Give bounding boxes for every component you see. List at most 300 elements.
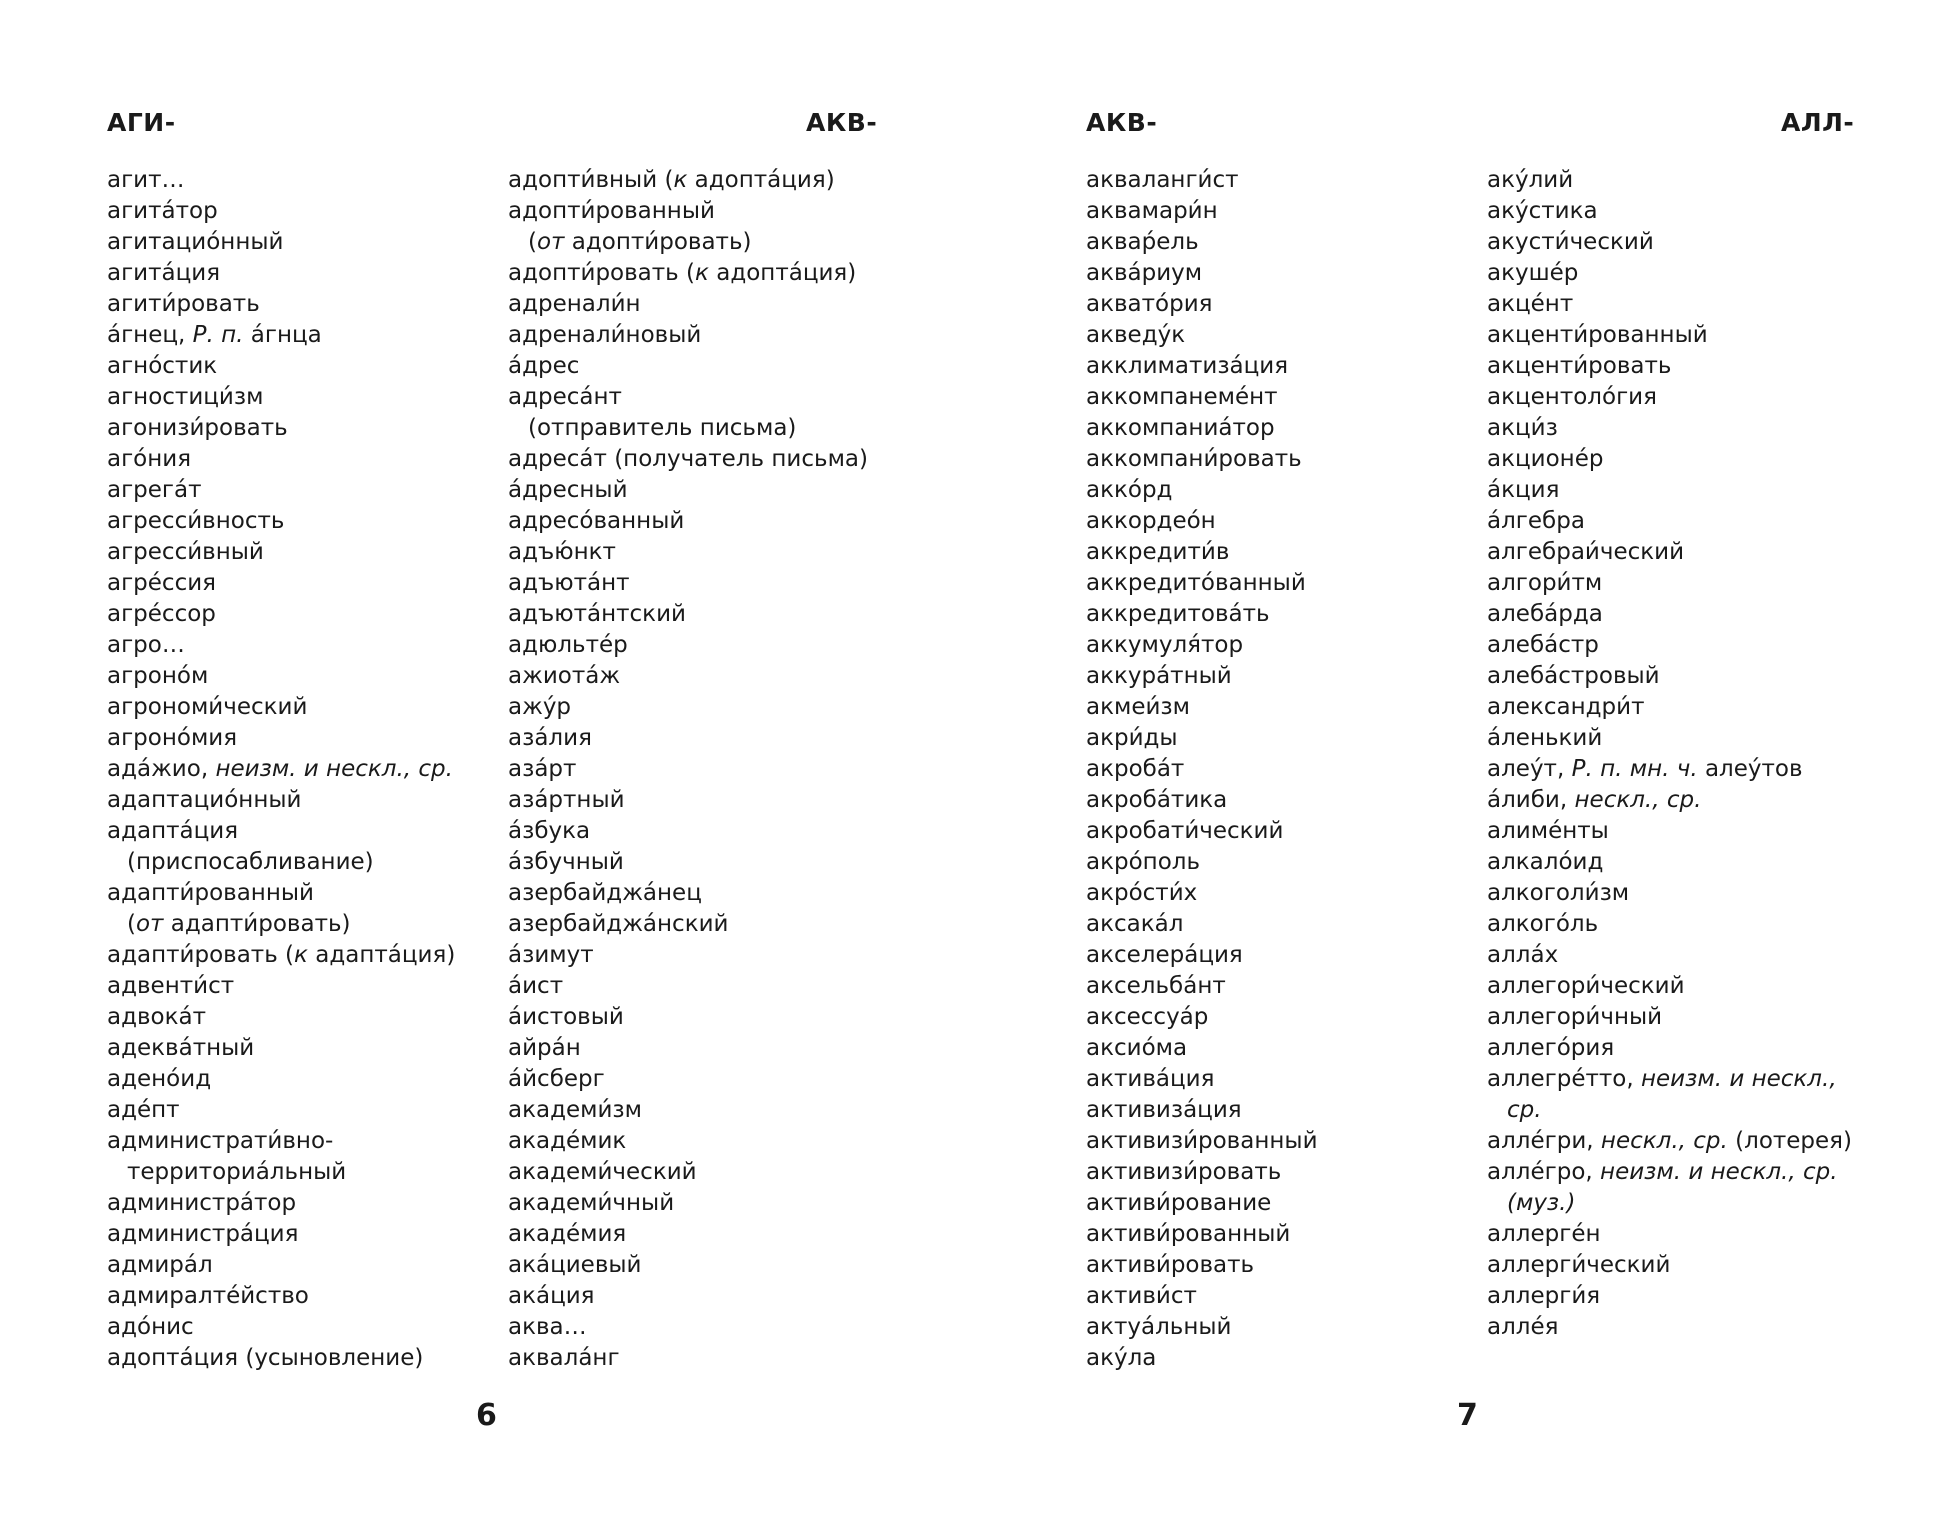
entry-text: академи́ческий xyxy=(508,1159,697,1185)
entry-text: адвока́т xyxy=(107,1004,207,1030)
dictionary-entry xyxy=(1487,940,1852,971)
entry-text: акусти́ческий xyxy=(1487,229,1654,255)
entry-text: аккредитова́ть xyxy=(1086,601,1270,627)
dictionary-entry xyxy=(508,382,868,413)
dictionary-entry xyxy=(107,475,455,506)
entry-text: ажу́р xyxy=(508,694,572,720)
dictionary-entry xyxy=(1086,1188,1318,1219)
page-number: 6 xyxy=(476,1398,497,1433)
dictionary-entry xyxy=(107,599,455,630)
dictionary-entry xyxy=(508,258,868,289)
entry-text: алкоголи́зм xyxy=(1487,880,1630,906)
dictionary-entry xyxy=(1487,1157,1852,1188)
dictionary-entry xyxy=(1086,1033,1318,1064)
dictionary-entry xyxy=(1487,723,1852,754)
dictionary-entry xyxy=(1487,1219,1852,1250)
dictionary-entry xyxy=(508,878,868,909)
dictionary-entry xyxy=(107,444,455,475)
entry-text: активизи́ровать xyxy=(1086,1159,1282,1185)
grammar-note: неизм. и нескл., ср. xyxy=(215,756,453,782)
dictionary-entry xyxy=(508,599,868,630)
dictionary-entry xyxy=(107,289,455,320)
entry-text: территориа́льный xyxy=(127,1159,347,1185)
dictionary-entry xyxy=(1487,382,1852,413)
entry-text: алкало́ид xyxy=(1487,849,1604,875)
dictionary-entry xyxy=(1487,1033,1852,1064)
dictionary-entry xyxy=(107,1064,455,1095)
running-head-right: АКВ- xyxy=(806,108,878,137)
entry-text: акуше́р xyxy=(1487,260,1579,286)
entry-text: аккомпаниа́тор xyxy=(1086,415,1275,441)
dictionary-entry xyxy=(107,1126,455,1157)
dictionary-entry xyxy=(508,940,868,971)
dictionary-entry xyxy=(1487,878,1852,909)
dictionary-entry xyxy=(508,1064,868,1095)
entry-text: адопти́рованный xyxy=(508,198,715,224)
entry-text: агитацио́нный xyxy=(107,229,284,255)
dictionary-entry xyxy=(508,1157,868,1188)
entry-text: а́йсберг xyxy=(508,1066,605,1092)
entry-text: акце́нт xyxy=(1487,291,1574,317)
entry-text: а́истовый xyxy=(508,1004,624,1030)
entry-text: адъю́нкт xyxy=(508,539,616,565)
running-head-left: АГИ- xyxy=(107,108,176,137)
entry-text: аккордео́н xyxy=(1086,508,1216,534)
entry-text: аллегори́чный xyxy=(1487,1004,1663,1030)
entry-text: адюльте́р xyxy=(508,632,628,658)
dictionary-entry xyxy=(1086,1095,1318,1126)
entry-text: аллегори́ческий xyxy=(1487,973,1685,999)
running-head-left: АКВ- xyxy=(1086,108,1158,137)
dictionary-entry xyxy=(1487,847,1852,878)
entry-column xyxy=(1086,165,1318,1374)
dictionary-entry xyxy=(107,1188,455,1219)
dictionary-entry xyxy=(508,971,868,1002)
dictionary-entry xyxy=(508,661,868,692)
entry-text: алле́я xyxy=(1487,1314,1559,1340)
entry-text: академи́зм xyxy=(508,1097,643,1123)
entry-text: агита́ция xyxy=(107,260,221,286)
dictionary-entry xyxy=(107,537,455,568)
dictionary-entry xyxy=(107,413,455,444)
entry-text: активиза́ция xyxy=(1086,1097,1242,1123)
entry-text: алгебраи́ческий xyxy=(1487,539,1685,565)
dictionary-entry xyxy=(1487,413,1852,444)
entry-text: адопти́ровать ( xyxy=(508,260,696,286)
dictionary-entry xyxy=(1086,537,1318,568)
entry-text: аккумуля́тор xyxy=(1086,632,1244,658)
dictionary-entry xyxy=(508,289,868,320)
dictionary-entry xyxy=(107,1219,455,1250)
entry-text: аллерги́я xyxy=(1487,1283,1601,1309)
entry-text: агит… xyxy=(107,167,185,193)
entry-text: аллего́рия xyxy=(1487,1035,1615,1061)
dictionary-entry xyxy=(107,1343,455,1374)
entry-text: аку́стика xyxy=(1487,198,1598,224)
dictionary-entry xyxy=(1086,1126,1318,1157)
entry-text: (отправитель письма) xyxy=(528,415,797,441)
dictionary-entry xyxy=(1086,971,1318,1002)
dictionary-entry xyxy=(508,1343,868,1374)
entry-text: ада́жио, xyxy=(107,756,216,782)
dictionary-entry xyxy=(508,1312,868,1343)
page-number: 7 xyxy=(1457,1398,1478,1433)
entry-text: ( xyxy=(528,229,537,255)
entry-text: а́дресный xyxy=(508,477,628,503)
entry-continuation xyxy=(508,413,868,444)
dictionary-entry xyxy=(1487,661,1852,692)
dictionary-entry xyxy=(508,847,868,878)
dictionary-entry xyxy=(508,475,868,506)
dictionary-entry xyxy=(1086,258,1318,289)
dictionary-entry xyxy=(1086,1281,1318,1312)
dictionary-entry xyxy=(107,165,455,196)
entry-text: адъюта́нтский xyxy=(508,601,686,627)
dictionary-entry xyxy=(508,196,868,227)
dictionary-entry xyxy=(1086,661,1318,692)
entry-text: адреса́т (получатель письма) xyxy=(508,446,868,472)
entry-continuation xyxy=(1487,1095,1852,1126)
entry-text: аквамари́н xyxy=(1086,198,1218,224)
dictionary-entry xyxy=(1487,165,1852,196)
entry-text: акро́поль xyxy=(1086,849,1201,875)
dictionary-entry xyxy=(508,320,868,351)
entry-text: адеква́тный xyxy=(107,1035,255,1061)
entry-text: а́дрес xyxy=(508,353,580,379)
dictionary-entry xyxy=(1086,382,1318,413)
entry-text: ( xyxy=(127,911,136,937)
dictionary-entry xyxy=(1487,630,1852,661)
entry-text: аксио́ма xyxy=(1086,1035,1188,1061)
dictionary-entry xyxy=(107,723,455,754)
entry-text: адапти́ровать) xyxy=(163,911,351,937)
entry-text: аквала́нг xyxy=(508,1345,620,1371)
dictionary-entry xyxy=(107,258,455,289)
entry-text: адапта́ция xyxy=(107,818,239,844)
entry-text: академи́чный xyxy=(508,1190,675,1216)
entry-text: аде́пт xyxy=(107,1097,180,1123)
entry-text: агресси́вный xyxy=(107,539,264,565)
entry-text: акробати́ческий xyxy=(1086,818,1284,844)
entry-text: адренали́новый xyxy=(508,322,702,348)
entry-text: агресси́вность xyxy=(107,508,285,534)
dictionary-entry xyxy=(1086,847,1318,878)
entry-text: адапта́ция) xyxy=(307,942,456,968)
dictionary-entry xyxy=(1487,289,1852,320)
dictionary-entry xyxy=(107,320,455,351)
entry-text: а́збучный xyxy=(508,849,624,875)
entry-text: аккура́тный xyxy=(1086,663,1232,689)
entry-text: аква́риум xyxy=(1086,260,1203,286)
entry-text: адаптацио́нный xyxy=(107,787,302,813)
entry-continuation xyxy=(107,1157,455,1188)
dictionary-entry xyxy=(508,816,868,847)
entry-text: азербайджа́нский xyxy=(508,911,729,937)
entry-text: аквар́ель xyxy=(1086,229,1199,255)
dictionary-entry xyxy=(508,909,868,940)
entry-text: аккомпанеме́нт xyxy=(1086,384,1278,410)
entry-continuation xyxy=(107,909,455,940)
entry-text: адвенти́ст xyxy=(107,973,235,999)
grammar-note: нескл., ср. xyxy=(1600,1128,1728,1154)
dictionary-entry xyxy=(508,506,868,537)
dictionary-entry xyxy=(107,754,455,785)
entry-text: агностици́зм xyxy=(107,384,264,410)
dictionary-entry xyxy=(1086,1002,1318,1033)
entry-text: а́гнец, xyxy=(107,322,193,348)
entry-text: а́ленький xyxy=(1487,725,1603,751)
entry-text: агрономи́ческий xyxy=(107,694,308,720)
entry-text: активизи́рованный xyxy=(1086,1128,1318,1154)
entry-text: адопти́ровать) xyxy=(564,229,752,255)
dictionary-entry xyxy=(1086,227,1318,258)
entry-text: аллерги́ческий xyxy=(1487,1252,1671,1278)
entry-text: акведу́к xyxy=(1086,322,1186,348)
dictionary-entry xyxy=(1487,351,1852,382)
entry-text: агре́ссор xyxy=(107,601,216,627)
entry-continuation xyxy=(107,847,455,878)
entry-text: акаде́мик xyxy=(508,1128,627,1154)
dictionary-entry xyxy=(1086,351,1318,382)
entry-text: аккредити́в xyxy=(1086,539,1230,565)
dictionary-entry xyxy=(508,785,868,816)
entry-text: алеба́рда xyxy=(1487,601,1603,627)
dictionary-entry xyxy=(1487,444,1852,475)
dictionary-entry xyxy=(1487,909,1852,940)
dictionary-entry xyxy=(1487,599,1852,630)
entry-text: администра́ция xyxy=(107,1221,299,1247)
grammar-note: от xyxy=(536,229,565,255)
dictionary-entry xyxy=(107,940,455,971)
dictionary-entry xyxy=(1086,1064,1318,1095)
dictionary-entry xyxy=(107,1033,455,1064)
entry-text: акклиматиза́ция xyxy=(1086,353,1289,379)
entry-text: акци́з xyxy=(1487,415,1558,441)
dictionary-entry xyxy=(107,1312,455,1343)
entry-text: алгори́тм xyxy=(1487,570,1603,596)
dictionary-entry xyxy=(1086,320,1318,351)
entry-text: алеба́стровый xyxy=(1487,663,1660,689)
grammar-note: к xyxy=(294,942,308,968)
entry-text: администрати́вно- xyxy=(107,1128,334,1154)
entry-text: акроба́тика xyxy=(1086,787,1228,813)
dictionary-entry xyxy=(107,351,455,382)
dictionary-entry xyxy=(1086,630,1318,661)
entry-text: алле́гри, xyxy=(1487,1128,1601,1154)
entry-text: активи́ст xyxy=(1086,1283,1197,1309)
entry-text: агроно́м xyxy=(107,663,209,689)
entry-text: актуа́льный xyxy=(1086,1314,1232,1340)
grammar-note: от xyxy=(135,911,164,937)
entry-text: адмира́л xyxy=(107,1252,213,1278)
dictionary-entry xyxy=(1487,1064,1852,1095)
entry-text: акваланги́ст xyxy=(1086,167,1239,193)
entry-text: акко́рд xyxy=(1086,477,1173,503)
dictionary-entry xyxy=(508,537,868,568)
dictionary-entry xyxy=(508,1002,868,1033)
entry-text: азербайджа́нец xyxy=(508,880,702,906)
dictionary-entry xyxy=(1086,1343,1318,1374)
entry-text: а́гнца xyxy=(243,322,322,348)
dictionary-entry xyxy=(508,630,868,661)
entry-column xyxy=(508,165,868,1374)
entry-text: ака́циевый xyxy=(508,1252,642,1278)
entry-text: акмеи́зм xyxy=(1086,694,1191,720)
entry-text: алеу́тов xyxy=(1697,756,1803,782)
dictionary-entry xyxy=(508,1033,868,1064)
entry-text: а́збука xyxy=(508,818,591,844)
dictionary-entry xyxy=(1086,599,1318,630)
dictionary-entry xyxy=(107,692,455,723)
entry-text: активи́рование xyxy=(1086,1190,1272,1216)
dictionary-entry xyxy=(1487,692,1852,723)
entry-text: адресо́ванный xyxy=(508,508,685,534)
entry-continuation xyxy=(508,227,868,258)
dictionary-entry xyxy=(1086,568,1318,599)
grammar-note: к xyxy=(695,260,709,286)
dictionary-entry xyxy=(1086,754,1318,785)
entry-text: адопта́ция) xyxy=(687,167,835,193)
entry-text: акаде́мия xyxy=(508,1221,627,1247)
dictionary-entry xyxy=(508,1281,868,1312)
entry-text: акри́ды xyxy=(1086,725,1178,751)
entry-text: аккредито́ванный xyxy=(1086,570,1306,596)
entry-text: акценти́ровать xyxy=(1487,353,1672,379)
entry-text: аку́ла xyxy=(1086,1345,1157,1371)
dictionary-entry xyxy=(1086,940,1318,971)
entry-text: адапти́ровать ( xyxy=(107,942,295,968)
entry-text: аза́лия xyxy=(508,725,592,751)
entry-text: акроба́т xyxy=(1086,756,1185,782)
dictionary-entry xyxy=(1487,537,1852,568)
dictionary-entry xyxy=(1487,1250,1852,1281)
dictionary-entry xyxy=(107,1002,455,1033)
right-page xyxy=(973,0,1946,1520)
entry-text: аква… xyxy=(508,1314,587,1340)
dictionary-entry xyxy=(1487,816,1852,847)
dictionary-entry xyxy=(1086,475,1318,506)
entry-text: агре́ссия xyxy=(107,570,217,596)
grammar-note: нескл., ср. xyxy=(1574,787,1702,813)
entry-text: алкого́ль xyxy=(1487,911,1599,937)
dictionary-entry xyxy=(107,1281,455,1312)
entry-text: айра́н xyxy=(508,1035,581,1061)
dictionary-entry xyxy=(107,227,455,258)
entry-text: ака́ция xyxy=(508,1283,595,1309)
entry-text: алеба́стр xyxy=(1487,632,1599,658)
dictionary-entry xyxy=(1086,878,1318,909)
dictionary-entry xyxy=(508,692,868,723)
entry-text: александри́т xyxy=(1487,694,1645,720)
entry-text: акселера́ция xyxy=(1086,942,1243,968)
entry-text: а́зимут xyxy=(508,942,594,968)
dictionary-entry xyxy=(107,971,455,1002)
dictionary-entry xyxy=(508,1219,868,1250)
dictionary-entry xyxy=(1487,785,1852,816)
dictionary-entry xyxy=(1086,413,1318,444)
entry-text: адмиралте́йство xyxy=(107,1283,309,1309)
entry-text: активи́рованный xyxy=(1086,1221,1291,1247)
dictionary-entry xyxy=(1086,1250,1318,1281)
dictionary-entry xyxy=(508,568,868,599)
entry-text: акционе́р xyxy=(1487,446,1604,472)
dictionary-entry xyxy=(1487,971,1852,1002)
entry-text: аза́ртный xyxy=(508,787,625,813)
dictionary-entry xyxy=(1086,1157,1318,1188)
entry-text: акцентоло́гия xyxy=(1487,384,1657,410)
dictionary-entry xyxy=(1086,444,1318,475)
dictionary-entry xyxy=(1487,1126,1852,1157)
grammar-note: к xyxy=(673,167,688,193)
dictionary-entry xyxy=(1086,816,1318,847)
entry-text: алеу́т, xyxy=(1487,756,1572,782)
dictionary-entry xyxy=(1487,1312,1852,1343)
dictionary-entry xyxy=(107,878,455,909)
dictionary-entry xyxy=(107,382,455,413)
dictionary-entry xyxy=(107,506,455,537)
entry-text: аллегре́тто, xyxy=(1487,1066,1641,1092)
entry-text: агити́ровать xyxy=(107,291,260,317)
dictionary-entry xyxy=(1487,258,1852,289)
dictionary-entry xyxy=(107,630,455,661)
entry-text: акценти́рованный xyxy=(1487,322,1708,348)
entry-text: адреса́нт xyxy=(508,384,622,410)
dictionary-entry xyxy=(107,568,455,599)
entry-text: аку́лий xyxy=(1487,167,1574,193)
entry-text: адопта́ция) xyxy=(708,260,857,286)
entry-text: аксельба́нт xyxy=(1086,973,1226,999)
running-head-right: АЛЛ- xyxy=(1781,108,1855,137)
entry-text: алла́х xyxy=(1487,942,1559,968)
dictionary-entry xyxy=(107,816,455,847)
entry-text: а́ист xyxy=(508,973,564,999)
grammar-note: ср. xyxy=(1507,1097,1542,1123)
entry-text: агроно́мия xyxy=(107,725,238,751)
entry-text: агно́стик xyxy=(107,353,218,379)
dictionary-entry xyxy=(1487,1281,1852,1312)
entry-text: адопта́ция (усыновление) xyxy=(107,1345,424,1371)
entry-text: аквато́рия xyxy=(1086,291,1213,317)
dictionary-entry xyxy=(508,351,868,382)
dictionary-entry xyxy=(508,444,868,475)
dictionary-entry xyxy=(1487,320,1852,351)
dictionary-entry xyxy=(508,1188,868,1219)
entry-text: адопти́вный ( xyxy=(508,167,674,193)
dictionary-entry xyxy=(1086,692,1318,723)
dictionary-entry xyxy=(508,1250,868,1281)
entry-text: администра́тор xyxy=(107,1190,297,1216)
dictionary-entry xyxy=(508,165,868,196)
entry-column xyxy=(1487,165,1852,1343)
grammar-note: (муз.) xyxy=(1507,1190,1576,1216)
entry-text: аккомпани́ровать xyxy=(1086,446,1302,472)
dictionary-entry xyxy=(508,754,868,785)
dictionary-entry xyxy=(1086,723,1318,754)
entry-text: адренали́н xyxy=(508,291,641,317)
grammar-note: неизм. и нескл., xyxy=(1640,1066,1837,1092)
dictionary-entry xyxy=(1086,196,1318,227)
entry-text: аксака́л xyxy=(1086,911,1184,937)
dictionary-entry xyxy=(1487,196,1852,227)
dictionary-entry xyxy=(107,661,455,692)
dictionary-entry xyxy=(107,196,455,227)
dictionary-entry xyxy=(1487,227,1852,258)
entry-text: алле́гро, xyxy=(1487,1159,1601,1185)
entry-text: агита́тор xyxy=(107,198,218,224)
dictionary-entry xyxy=(107,1250,455,1281)
entry-continuation xyxy=(1487,1188,1852,1219)
entry-text: а́кция xyxy=(1487,477,1560,503)
